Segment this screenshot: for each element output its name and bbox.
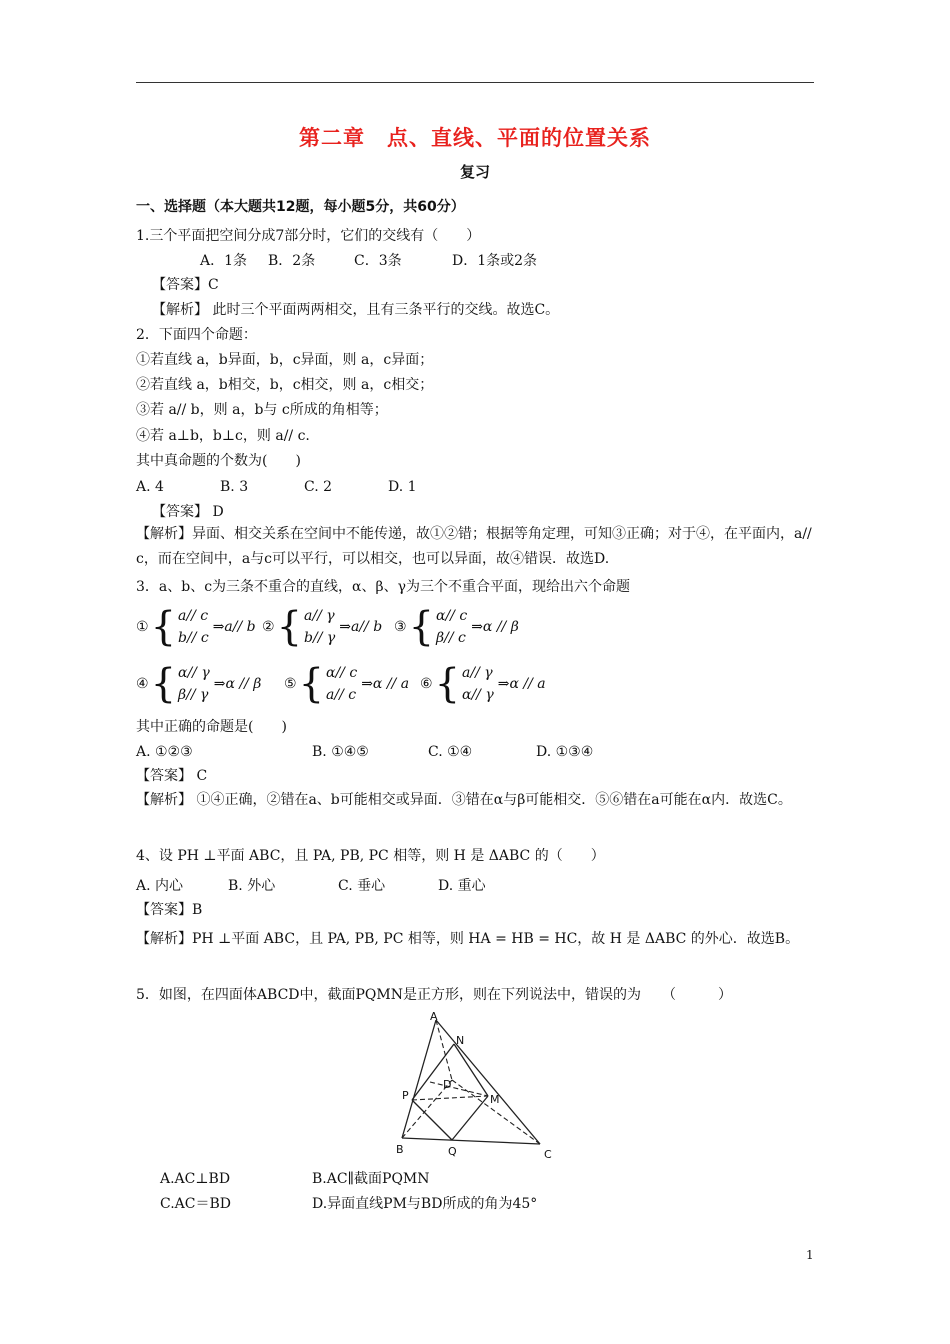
q4-option-d: D. 重心 xyxy=(438,878,486,894)
condition-row: α// γ xyxy=(178,665,210,681)
condition-row: β// c xyxy=(436,630,466,646)
brace-icon: { xyxy=(150,661,177,707)
q2-option-c: C. 2 xyxy=(304,479,333,495)
vertex-label: M xyxy=(490,1093,500,1106)
proposition-number: ③ xyxy=(394,619,407,635)
q2-item-2: ②若直线 a，b相交，b，c相交，则 a，c相交； xyxy=(136,377,434,393)
proposition-number: ② xyxy=(262,619,275,635)
q4-stem: 4、设 PH ⊥平面 ABC，且 PA, PB, PC 相等，则 H 是 ΔABC 的（ ） xyxy=(136,848,605,864)
subtitle: 复习 xyxy=(459,163,490,181)
q2-ask: 其中真命题的个数为( ) xyxy=(136,453,301,469)
condition-row: a// γ xyxy=(304,608,335,624)
proposition-number: ⑤ xyxy=(284,676,297,692)
vertex-label: D xyxy=(443,1078,452,1091)
q4-analysis: 【解析】PH ⊥平面 ABC，且 PA, PB, PC 相等，则 HA = HB = HC，故 H 是 ΔABC 的外心．故选B。 xyxy=(136,931,800,947)
proposition-number: ① xyxy=(136,619,149,635)
page-number: 1 xyxy=(806,1248,814,1262)
q2-option-b: B. 3 xyxy=(220,479,249,495)
vertex-label: P xyxy=(402,1089,409,1102)
brace-icon: { xyxy=(434,661,461,707)
q3-proposition-4 xyxy=(136,662,261,706)
q2-item-1: ①若直线 a，b异面，b，c异面，则 a，c异面； xyxy=(136,352,434,368)
vertex-label: A xyxy=(430,1010,438,1023)
conclusion: ⇒a// b xyxy=(339,619,383,635)
q3-analysis: 【解析】 ①④正确，②错在a、b可能相交或异面．③错在α与β可能相交．⑤⑥错在a可能在α内．故选C。 xyxy=(136,792,792,808)
section-heading: 一、选择题（本大题共12题，每小题5分，共60分） xyxy=(136,199,465,215)
header-rule xyxy=(136,82,814,83)
condition-row: α// c xyxy=(436,608,468,624)
q4-option-c: C. 垂心 xyxy=(338,878,386,894)
q3-proposition-3 xyxy=(394,605,519,649)
q3-option-c: C. ①④ xyxy=(428,744,473,760)
q5-option-c: C.AC＝BD xyxy=(160,1196,231,1212)
q3-answer: 【答案】 C xyxy=(136,768,208,784)
brace-icon: { xyxy=(150,604,177,650)
q2-option-a: A. 4 xyxy=(136,479,164,495)
condition-row: β// γ xyxy=(178,687,209,703)
q5-option-a: A.AC⊥BD xyxy=(160,1171,231,1187)
q3-proposition-5 xyxy=(284,662,409,706)
q1-stem: 1.三个平面把空间分成7部分时，它们的交线有（ ） xyxy=(136,228,481,244)
q3-option-b: B. ①④⑤ xyxy=(312,744,369,760)
q5-option-b: B.AC∥截面PQMN xyxy=(312,1171,430,1187)
q2-stem: 2．下面四个命题： xyxy=(136,327,257,343)
q3-proposition-6 xyxy=(420,662,546,706)
conclusion: ⇒a// b xyxy=(212,619,256,635)
q1-option-c: C．3条 xyxy=(354,253,402,269)
q3-option-a: A. ①②③ xyxy=(136,744,193,760)
q3-ask: 其中正确的命题是( ) xyxy=(136,719,287,735)
q1-answer: 【答案】C xyxy=(152,277,219,293)
q2-item-4: ④若 a⊥b，b⊥c，则 a// c. xyxy=(136,428,310,444)
vertex-label: N xyxy=(456,1034,465,1047)
brace-icon: { xyxy=(408,604,435,650)
vertex-label: Q xyxy=(448,1145,457,1158)
q1-option-d: D．1条或2条 xyxy=(452,253,538,269)
q5-option-d: D.异面直线PM与BD所成的角为45° xyxy=(312,1196,538,1212)
condition-row: b// c xyxy=(178,630,209,646)
q4-answer: 【答案】B xyxy=(136,902,203,918)
q1-analysis: 【解析】 此时三个平面两两相交，且有三条平行的交线。故选C。 xyxy=(152,302,560,318)
vertex-label: C xyxy=(544,1148,552,1161)
condition-row: a// c xyxy=(178,608,209,624)
q4-option-b: B. 外心 xyxy=(228,878,276,894)
condition-row: α// c xyxy=(326,665,358,681)
conclusion: ⇒α // β xyxy=(213,676,262,692)
q3-proposition-2 xyxy=(262,605,382,649)
q4-option-a: A. 内心 xyxy=(136,878,184,894)
q2-option-d: D. 1 xyxy=(388,479,417,495)
condition-row: b// γ xyxy=(304,630,336,646)
q1-option-b: B．2条 xyxy=(268,253,316,269)
proposition-number: ④ xyxy=(136,676,149,692)
q2-answer: 【答案】 D xyxy=(152,504,224,520)
condition-row: α// γ xyxy=(462,687,494,703)
q3-proposition-1 xyxy=(136,605,256,649)
q2-analysis: 【解析】异面、相交关系在空间中不能传递，故①②错；根据等角定理，可知③正确；对于④，在平面内，a// c，而在空间中，a与c可以平行，可以相交，也可以异面，故④错误．故选D. xyxy=(136,526,812,567)
q3-stem: 3．a、b、c为三条不重合的直线，α、β、γ为三个不重合平面，现给出六个命题 xyxy=(136,579,630,595)
q3-option-d: D. ①③④ xyxy=(536,744,594,760)
condition-row: a// c xyxy=(326,687,357,703)
vertex-label: B xyxy=(396,1143,404,1156)
conclusion: ⇒α // a xyxy=(361,676,410,692)
condition-row: a// γ xyxy=(462,665,493,681)
brace-icon: { xyxy=(298,661,325,707)
q2-item-3: ③若 a// b，则 a，b与 c所成的角相等； xyxy=(136,402,388,418)
proposition-number: ⑥ xyxy=(420,676,433,692)
tetrahedron-figure xyxy=(390,1008,565,1168)
conclusion: ⇒α // a xyxy=(497,676,546,692)
chapter-title: 第二章 点、直线、平面的位置关系 xyxy=(299,126,651,150)
q1-option-a: A．1条 xyxy=(200,253,248,269)
conclusion: ⇒α // β xyxy=(471,619,519,635)
brace-icon: { xyxy=(276,604,303,650)
q5-stem: 5．如图，在四面体ABCD中，截面PQMN是正方形，则在下列说法中，错误的为 （ ） xyxy=(136,987,732,1003)
